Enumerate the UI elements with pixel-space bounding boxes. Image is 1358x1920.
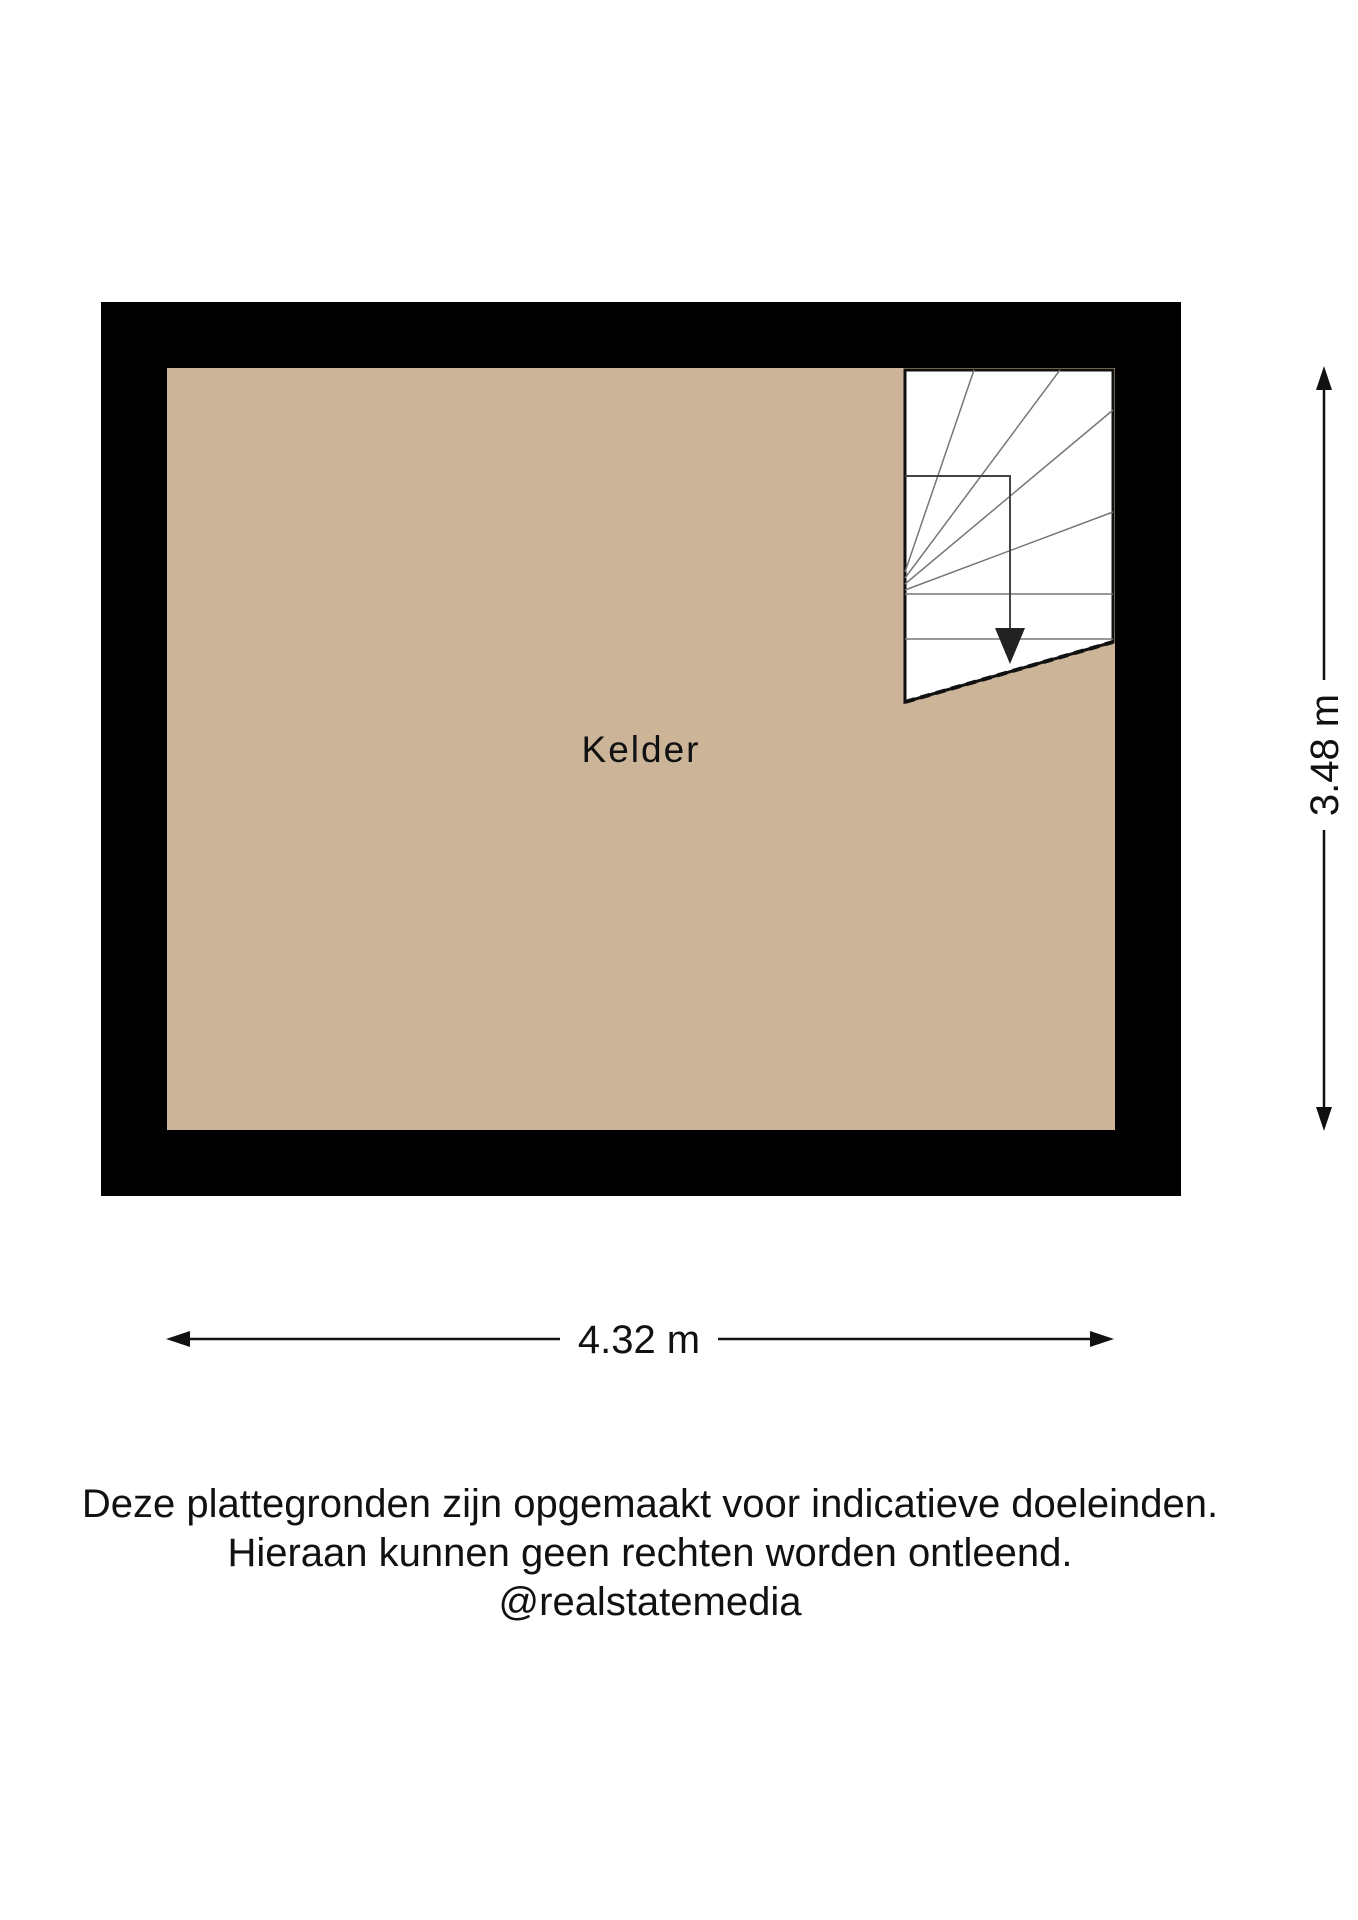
room-label-kelder: Kelder xyxy=(581,729,701,770)
arrow-up-icon xyxy=(1316,366,1332,390)
arrow-left-icon xyxy=(166,1331,190,1347)
disclaimer-line-2: Hieraan kunnen geen rechten worden ontleend. xyxy=(227,1531,1073,1575)
disclaimer-line-3: @realstatemedia xyxy=(498,1580,802,1624)
arrow-down-icon xyxy=(1316,1107,1332,1131)
height-label: 3.48 m xyxy=(1303,693,1347,817)
disclaimer-line-1: Deze plattegronden zijn opgemaakt voor indicatieve doeleinden. xyxy=(81,1482,1219,1526)
width-label: 4.32 m xyxy=(577,1318,701,1362)
height-dimension xyxy=(1303,366,1347,1131)
width-dimension xyxy=(166,1318,1114,1362)
staircase xyxy=(905,370,1113,702)
arrow-right-icon xyxy=(1090,1331,1114,1347)
